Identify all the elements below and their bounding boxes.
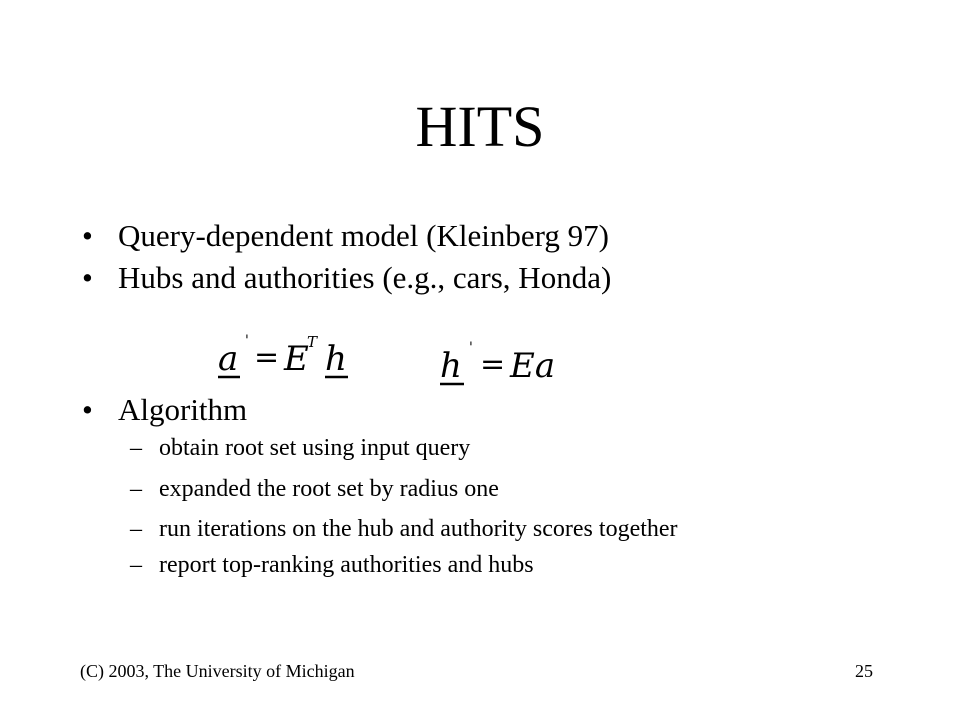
equation-rhs: Ea bbox=[510, 346, 556, 386]
bullet-item bbox=[82, 216, 609, 256]
sub-bullet-item bbox=[130, 433, 470, 463]
equation-var-h: h bbox=[440, 346, 462, 386]
sub-bullet-text: expanded the root set by radius one bbox=[159, 476, 499, 502]
bullet-icon: • bbox=[82, 392, 93, 427]
sub-bullet-item bbox=[130, 514, 678, 544]
equation-transpose: T bbox=[307, 333, 318, 351]
equation-prime: ' bbox=[469, 340, 473, 356]
sub-bullet-text: run iterations on the hub and authority scores together bbox=[159, 516, 678, 542]
dash-icon: – bbox=[130, 435, 142, 461]
slide-title: HITS bbox=[415, 94, 545, 159]
bullet-text: Algorithm bbox=[118, 392, 248, 427]
bullet-text: Hubs and authorities (e.g., cars, Honda) bbox=[118, 260, 612, 295]
equation-equals: = bbox=[480, 347, 506, 382]
sub-bullet-text: report top-ranking authorities and hubs bbox=[159, 552, 534, 578]
dash-icon: – bbox=[130, 552, 142, 578]
bullet-item bbox=[82, 258, 611, 298]
dash-icon: – bbox=[130, 516, 142, 542]
sub-bullet-item bbox=[130, 550, 534, 580]
hub-update-equation bbox=[436, 332, 566, 392]
sub-bullet-text: obtain root set using input query bbox=[159, 435, 471, 461]
authority-update-equation bbox=[212, 325, 372, 385]
footer-copyright: (C) 2003, The University of Michigan bbox=[80, 661, 355, 681]
slide-page-number: 25 bbox=[855, 661, 873, 681]
bullet-icon: • bbox=[82, 218, 93, 253]
bullet-icon: • bbox=[82, 260, 93, 295]
equation-equals: = bbox=[254, 340, 280, 375]
equation-var-e: E bbox=[284, 339, 309, 379]
bullet-item bbox=[82, 390, 247, 430]
equation-var-h: h bbox=[325, 339, 347, 379]
equation-prime: ' bbox=[245, 333, 249, 349]
dash-icon: – bbox=[130, 476, 142, 502]
sub-bullet-item bbox=[130, 474, 499, 504]
bullet-text: Query-dependent model (Kleinberg 97) bbox=[118, 218, 609, 253]
equation-var-a: a bbox=[218, 339, 239, 379]
